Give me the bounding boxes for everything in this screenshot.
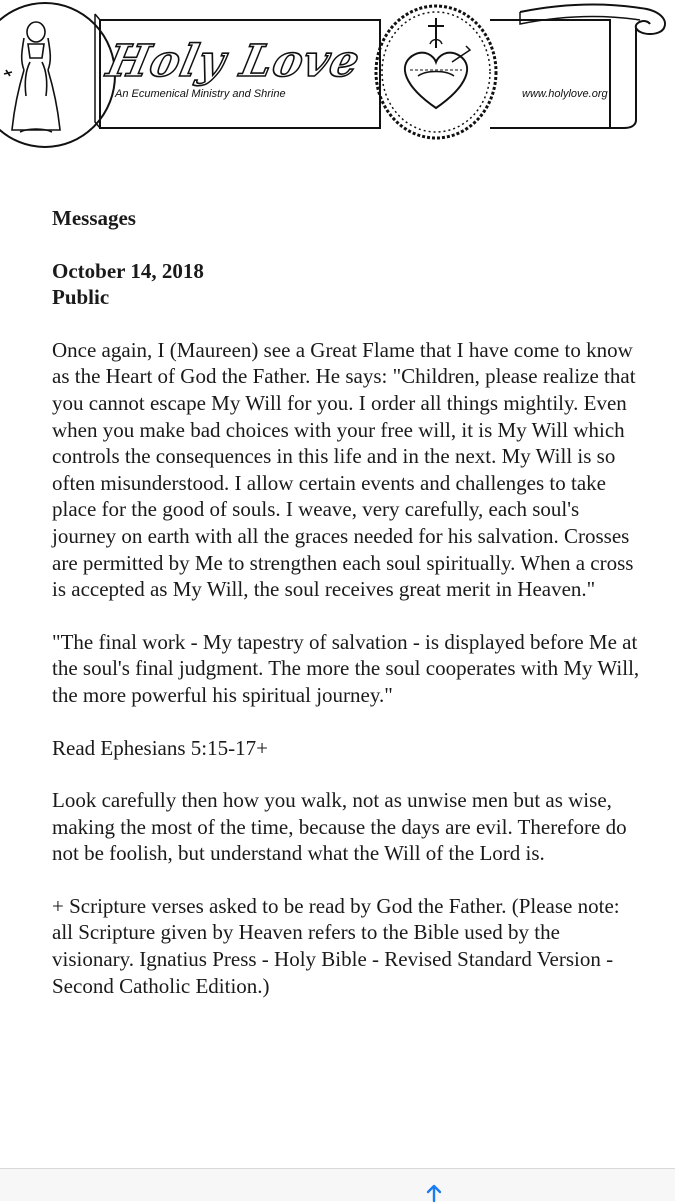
sacred-heart-icon [376, 6, 496, 138]
scripture-footnote: + Scripture verses asked to be read by God the Father. (Please note: all Scripture given by Heaven refers to the Bible used by the visionary. Ignatius Press - Holy Bible - Revised Standard Version - Second Catholic Edition.) [52, 893, 620, 998]
message-audience: Public [52, 285, 110, 310]
message-date: October 14, 2018 [52, 258, 204, 283]
message-meta [52, 258, 642, 311]
scripture-reference: Read Ephesians 5:15-17+ [52, 735, 268, 760]
website-link[interactable]: www.holylove.org [522, 88, 608, 100]
section-title: Messages [52, 206, 136, 230]
page-header [0, 0, 675, 160]
madonna-figure-icon [4, 22, 60, 132]
browser-toolbar [0, 1168, 675, 1201]
message-paragraph: "The final work - My tapestry of salvation - is displayed before Me at the soul's final judgment. The more the soul cooperates with My Will, the more powerful his spiritual journey." [52, 629, 640, 707]
message-paragraph: Once again, I (Maureen) see a Great Flame that I have come to know as the Heart of God the Father. He says: "Children, please realize that you cannot escape My Will for you. I order all things mightily. Even when you make bad choices with your free will, it is My Will which controls the consequences in this life and in the next. My Will is so often misunderstood. I allow certain events and challenges to take place for the good of souls. I weave, very carefully, each soul's journey on earth with all the graces needed for his salvation. Crosses are permitted by Me to strengthen each soul spiritually. When a cross is accepted as My Will, the soul receives great merit in Heaven." [52, 337, 636, 602]
brand-logo-text: Holy Love [102, 36, 365, 87]
message-body [52, 205, 642, 999]
brand-tagline: An Ecumenical Ministry and Shrine [115, 88, 286, 100]
share-icon[interactable] [421, 1183, 447, 1203]
scripture-text: Look carefully then how you walk, not as unwise men but as wise, making the most of the time, because the days are evil. Therefore do not be foolish, but understand what the Will of the Lord is. [52, 788, 627, 866]
